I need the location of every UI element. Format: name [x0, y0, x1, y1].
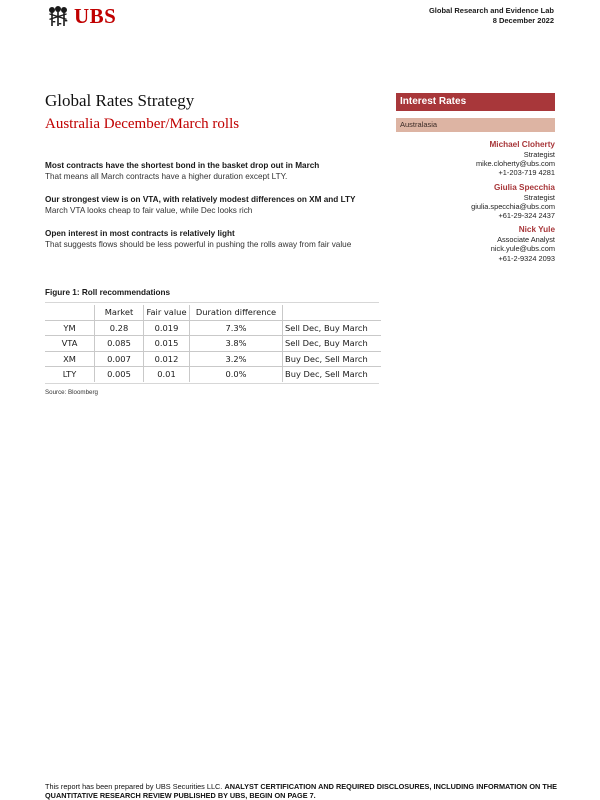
recommendation-cell: Sell Dec, Buy March	[283, 320, 382, 336]
duration-diff-cell: 7.3%	[190, 320, 283, 336]
analyst-phone: +61-29-324 2437	[498, 211, 555, 221]
roll-recommendations-table	[45, 305, 381, 382]
analyst-phone: +61-2-9324 2093	[498, 253, 555, 263]
disclosure-text: This report has been prepared by UBS Securities LLC.	[45, 782, 223, 791]
key-point-body: That suggests flows should be less powerful in pushing the rolls away from fair value	[45, 240, 352, 249]
key-point-body: That means all March contracts have a higher duration except LTY.	[45, 172, 288, 181]
research-unit: Global Research and Evidence Lab	[428, 6, 554, 15]
table-row	[45, 367, 381, 382]
sidebar	[396, 93, 555, 267]
key-point	[45, 160, 385, 182]
header-cell: Duration difference	[190, 305, 283, 320]
header-meta	[429, 6, 554, 26]
table-row	[45, 351, 381, 367]
key-point-heading: Open interest in most contracts is relatively light	[45, 229, 235, 238]
key-point-heading: Most contracts have the shortest bond in the basket drop out in March	[45, 161, 320, 170]
analyst-name: Nick Yule	[518, 225, 555, 235]
fair-value-cell: 0.015	[144, 336, 190, 352]
analyst-role: Associate Analyst	[497, 235, 555, 245]
sector-label: Interest Rates	[396, 93, 555, 111]
key-point	[45, 194, 385, 216]
analyst-name: Michael Cloherty	[489, 140, 555, 149]
contract-cell: XM	[45, 351, 95, 367]
ubs-keys-icon	[46, 6, 70, 28]
duration-diff-cell: 3.8%	[190, 336, 283, 352]
market-cell: 0.007	[95, 351, 144, 367]
disclosure-bold-text: ANALYST CERTIFICATION AND REQUIRED DISCLOSURES, INCLUDING INFORMATION ON THE QUANTITATIVE RESEARCH REVIEW PUBLISHED BY UBS, BEGIN ON PAGE 7.	[45, 782, 557, 800]
contract-cell: YM	[45, 320, 95, 336]
key-point	[45, 228, 385, 250]
header-cell	[45, 305, 95, 320]
logo-wordmark: UBS	[74, 4, 117, 28]
table-row	[45, 336, 381, 352]
fair-value-cell: 0.01	[144, 367, 190, 382]
analyst-email[interactable]: mike.cloherty@ubs.com	[476, 159, 555, 169]
duration-diff-cell: 0.0%	[190, 367, 283, 382]
analyst-email[interactable]: giulia.specchia@ubs.com	[471, 201, 555, 211]
analyst-role: Strategist	[523, 192, 555, 202]
market-cell: 0.085	[95, 336, 144, 352]
contract-cell: LTY	[45, 367, 95, 382]
contract-cell: VTA	[45, 336, 95, 352]
recommendation-cell: Buy Dec, Sell March	[283, 351, 382, 367]
header-cell	[283, 305, 382, 320]
report-date: 8 December 2022	[492, 16, 554, 25]
disclosure-footer	[45, 782, 557, 800]
analyst-name: Giulia Specchia	[494, 182, 555, 192]
fair-value-cell: 0.019	[144, 320, 190, 336]
analyst-card	[396, 182, 555, 221]
header-cell: Fair value	[144, 305, 190, 320]
report-title: Global Rates Strategy	[45, 91, 195, 110]
recommendation-cell: Sell Dec, Buy March	[283, 336, 382, 352]
table-row	[45, 320, 381, 336]
header-cell: Market	[95, 305, 144, 320]
figure-title: Figure 1: Roll recommendations	[45, 288, 171, 297]
duration-diff-cell: 3.2%	[190, 351, 283, 367]
figure-source: Source: Bloomberg	[45, 389, 98, 396]
analyst-role: Strategist	[523, 150, 555, 159]
ubs-logo	[46, 4, 116, 29]
analyst-list	[396, 139, 555, 263]
analyst-phone: +1-203-719 4281	[498, 168, 555, 178]
analyst-card	[396, 224, 555, 263]
key-points	[45, 160, 385, 262]
fair-value-cell: 0.012	[144, 351, 190, 367]
key-point-heading: Our strongest view is on VTA, with relatively modest differences on XM and LTY	[45, 195, 356, 204]
analyst-email[interactable]: nick.yule@ubs.com	[490, 244, 555, 254]
recommendation-cell: Buy Dec, Sell March	[285, 369, 368, 380]
figure-top-rule	[45, 302, 379, 303]
report-subtitle: Australia December/March rolls	[45, 116, 240, 132]
market-cell: 0.005	[95, 367, 144, 382]
table-header-row	[45, 305, 381, 320]
analyst-card	[396, 139, 555, 178]
market-cell: 0.28	[95, 320, 144, 336]
figure-bottom-rule	[45, 383, 379, 384]
key-point-body: March VTA looks cheap to fair value, while Dec looks rich	[45, 206, 253, 215]
region-label: Australasia	[396, 118, 555, 132]
